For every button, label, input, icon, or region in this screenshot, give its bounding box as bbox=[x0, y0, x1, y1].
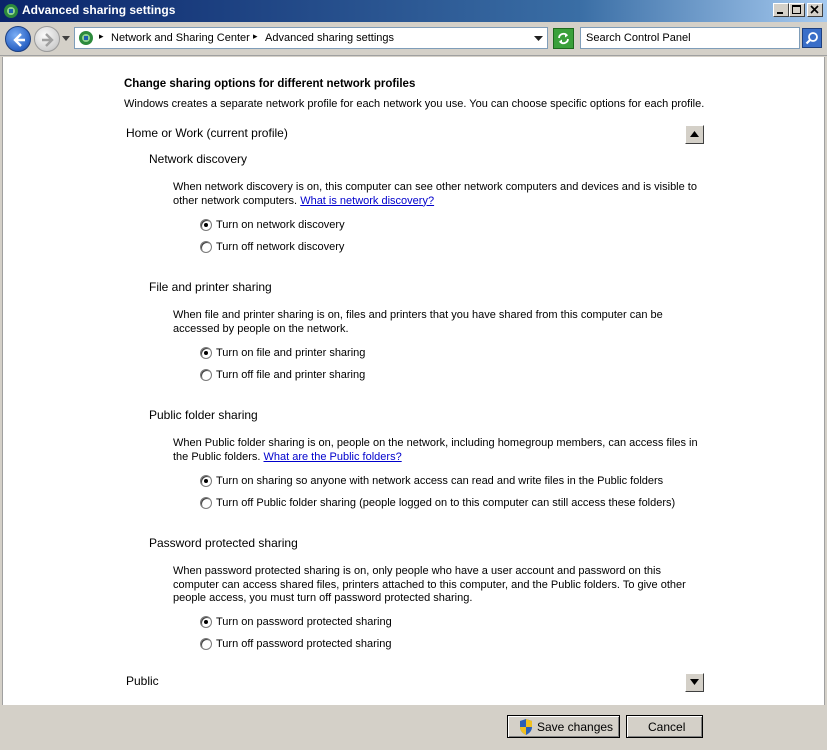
cancel-label: Cancel bbox=[648, 720, 686, 734]
turn-off-public-folder-sharing-label[interactable]: Turn off Public folder sharing (people logged on to this computer can still access these folders) bbox=[216, 497, 676, 509]
control-panel-icon bbox=[78, 30, 94, 46]
turn-off-network-discovery-label[interactable]: Turn off network discovery bbox=[216, 241, 345, 253]
close-icon bbox=[810, 5, 820, 15]
turn-off-password-protected-sharing-label[interactable]: Turn off password protected sharing bbox=[216, 638, 392, 650]
profile-public-title[interactable]: Public bbox=[126, 674, 159, 688]
footer-bar bbox=[0, 705, 827, 750]
turn-on-network-discovery-radio[interactable] bbox=[200, 219, 212, 231]
maximize-icon bbox=[792, 5, 802, 15]
page-intro: Windows creates a separate network profile for each network you use. You can choose specific options for each profile. bbox=[124, 98, 705, 110]
search-icon bbox=[805, 31, 819, 45]
expand-public-button[interactable] bbox=[685, 673, 704, 692]
what-are-public-folders-link[interactable]: What are the Public folders? bbox=[263, 450, 402, 463]
search-input[interactable] bbox=[586, 29, 796, 47]
save-changes-label: Save changes bbox=[537, 720, 614, 734]
search-box[interactable] bbox=[580, 27, 800, 49]
section-network-discovery-title: Network discovery bbox=[149, 152, 248, 166]
profile-divider bbox=[165, 682, 680, 683]
turn-off-password-protected-sharing-radio[interactable] bbox=[200, 638, 212, 650]
breadcrumb-advanced-sharing-settings[interactable]: Advanced sharing settings bbox=[265, 32, 395, 44]
turn-off-network-discovery-radio[interactable] bbox=[200, 241, 212, 253]
refresh-icon bbox=[556, 31, 571, 46]
turn-on-file-printer-sharing-label[interactable]: Turn on file and printer sharing bbox=[216, 347, 366, 359]
window-title: Advanced sharing settings bbox=[22, 3, 176, 17]
turn-on-public-folder-sharing-label[interactable]: Turn on sharing so anyone with network access can read and write files in the Public folders bbox=[216, 475, 664, 487]
turn-on-public-folder-sharing-radio[interactable] bbox=[200, 475, 212, 487]
chevron-up-icon bbox=[690, 131, 699, 137]
title-bar[interactable] bbox=[0, 0, 827, 22]
breadcrumb-network-and-sharing-center[interactable]: Network and Sharing Center bbox=[111, 32, 250, 44]
shield-icon bbox=[519, 719, 533, 735]
close-button[interactable] bbox=[807, 3, 823, 17]
recent-pages-dropdown-icon[interactable] bbox=[62, 36, 70, 41]
section-file-printer-sharing-description: When file and printer sharing is on, files and printers that you have shared from this computer can be accessed by people on the network. bbox=[173, 309, 663, 335]
turn-off-file-printer-sharing-radio[interactable] bbox=[200, 369, 212, 381]
search-button[interactable] bbox=[802, 28, 822, 48]
turn-on-password-protected-sharing-label[interactable]: Turn on password protected sharing bbox=[216, 616, 392, 628]
section-divider bbox=[278, 286, 704, 287]
page-heading: Change sharing options for different network profiles bbox=[124, 78, 416, 90]
turn-on-file-printer-sharing-radio[interactable] bbox=[200, 347, 212, 359]
section-network-discovery-description bbox=[173, 181, 698, 208]
forward-arrow-icon bbox=[40, 32, 56, 48]
section-divider bbox=[302, 542, 704, 543]
turn-on-network-discovery-label[interactable]: Turn on network discovery bbox=[216, 219, 345, 231]
breadcrumb-separator[interactable]: ▸ bbox=[253, 31, 258, 41]
back-arrow-icon bbox=[11, 32, 27, 48]
address-dropdown-icon[interactable] bbox=[534, 36, 543, 41]
turn-off-file-printer-sharing-label[interactable]: Turn off file and printer sharing bbox=[216, 369, 366, 381]
network-icon bbox=[3, 3, 19, 19]
section-public-folder-sharing-description bbox=[173, 437, 698, 464]
description-text: When network discovery is on, this computer can see other network computers and devices and is visible to other network computers. bbox=[173, 181, 697, 207]
collapse-home-or-work-button[interactable] bbox=[685, 125, 704, 144]
cancel-button[interactable] bbox=[626, 715, 703, 738]
turn-on-password-protected-sharing-radio[interactable] bbox=[200, 616, 212, 628]
maximize-button[interactable] bbox=[789, 3, 805, 17]
profile-home-or-work-title[interactable]: Home or Work (current profile) bbox=[126, 126, 288, 140]
what-is-network-discovery-link[interactable]: What is network discovery? bbox=[300, 194, 435, 207]
section-password-protected-sharing-description: When password protected sharing is on, only people who have a user account and password on this computer can access shared files, printers attached to this computer, and the Public folders. To give other people access, you must turn off password protected sharing. bbox=[173, 565, 686, 604]
breadcrumb-separator[interactable]: ▸ bbox=[99, 31, 104, 41]
section-divider bbox=[265, 414, 704, 415]
section-file-printer-sharing-title: File and printer sharing bbox=[149, 280, 272, 294]
description-text: When Public folder sharing is on, people on the network, including homegroup members, can access files in the Public folders. bbox=[173, 437, 698, 463]
address-bar[interactable] bbox=[74, 27, 548, 49]
settings-content bbox=[2, 57, 825, 705]
minimize-icon bbox=[776, 5, 786, 15]
minimize-button[interactable] bbox=[773, 3, 789, 17]
turn-off-public-folder-sharing-radio[interactable] bbox=[200, 497, 212, 509]
refresh-button[interactable] bbox=[553, 28, 574, 49]
address-toolbar bbox=[0, 22, 827, 56]
section-divider bbox=[256, 158, 704, 159]
save-changes-button[interactable] bbox=[507, 715, 620, 738]
section-public-folder-sharing-title: Public folder sharing bbox=[149, 408, 258, 422]
section-password-protected-sharing-title: Password protected sharing bbox=[149, 536, 298, 550]
back-button[interactable] bbox=[5, 26, 31, 52]
profile-divider bbox=[299, 134, 680, 135]
chevron-down-icon bbox=[690, 679, 699, 685]
forward-button[interactable] bbox=[34, 26, 60, 52]
